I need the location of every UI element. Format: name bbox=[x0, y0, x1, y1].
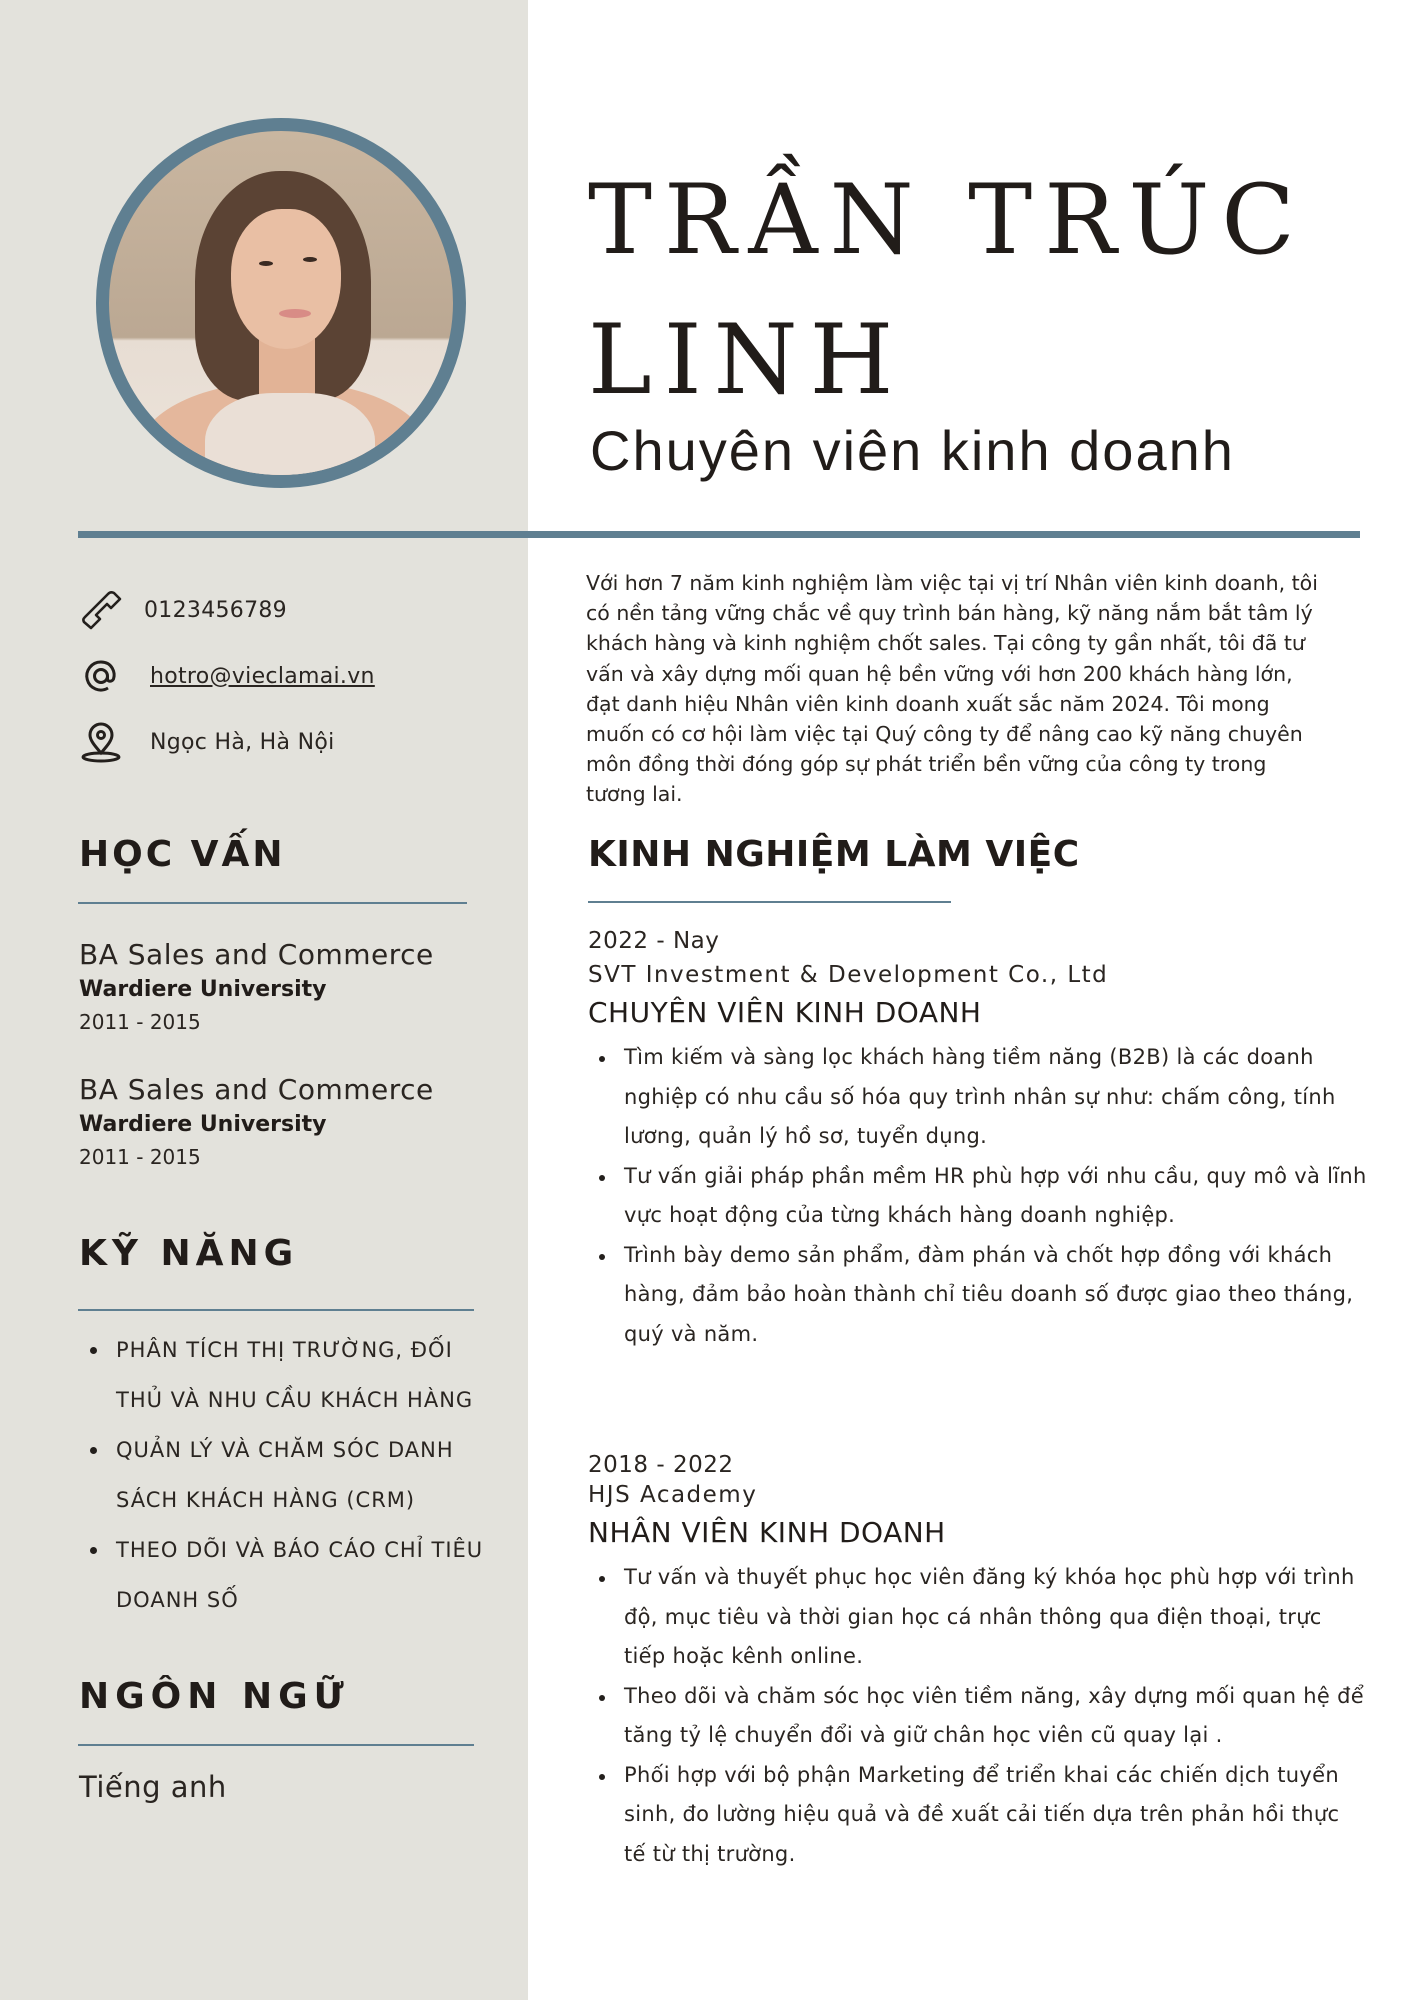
job-bullet: Theo dõi và chăm sóc học viên tiềm năng, xây dựng mối quan hệ để tăng tỷ lệ chuyển đổi và giữ chân học viên cũ quay lại . bbox=[588, 1677, 1368, 1756]
location-text: Ngọc Hà, Hà Nội bbox=[150, 729, 335, 755]
profile-photo bbox=[96, 118, 466, 488]
at-icon bbox=[80, 655, 122, 697]
job-period: 2022 - Nay bbox=[588, 928, 720, 954]
job-bullets bbox=[588, 1558, 1368, 1874]
job-title: CHUYÊN VIÊN KINH DOANH bbox=[588, 996, 982, 1029]
contact-email[interactable] bbox=[80, 655, 375, 697]
languages-heading: NGÔN NGỮ bbox=[79, 1676, 350, 1717]
education-degree: BA Sales and Commerce bbox=[79, 1073, 434, 1106]
education-heading: HỌC VẤN bbox=[79, 834, 286, 875]
skill-item: THEO DÕI VÀ BÁO CÁO CHỈ TIÊU DOANH SỐ bbox=[90, 1525, 490, 1625]
job-bullets bbox=[588, 1038, 1368, 1354]
skills-divider bbox=[78, 1309, 474, 1311]
contact-phone bbox=[80, 589, 287, 631]
job-bullet: Trình bày demo sản phẩm, đàm phán và chốt hợp đồng với khách hàng, đảm bảo hoàn thành chỉ tiêu doanh số được giao theo tháng, quý và năm. bbox=[588, 1236, 1368, 1355]
education-years: 2011 - 2015 bbox=[79, 1010, 201, 1034]
education-years: 2011 - 2015 bbox=[79, 1145, 201, 1169]
map-pin-icon bbox=[80, 721, 122, 763]
phone-number: 0123456789 bbox=[144, 597, 287, 623]
education-degree: BA Sales and Commerce bbox=[79, 938, 434, 971]
job-bullet: Phối hợp với bộ phận Marketing để triển khai các chiến dịch tuyển sinh, đo lường hiệu quả và đề xuất cải tiến dựa trên phản hồi thực tế từ thị trường. bbox=[588, 1756, 1368, 1875]
name-line-2: LINH bbox=[588, 304, 906, 416]
profile-summary: Với hơn 7 năm kinh nghiệm làm việc tại vị trí Nhân viên kinh doanh, tôi có nền tảng vững chắc về quy trình bán hàng, kỹ năng nắm bắt tâm lý khách hàng và kinh nghiệm chốt sales. Tại công ty gần nhất, tôi đã tư vấn và xây dựng mối quan hệ bền vững với hơn 200 khách hàng lớn, đạt danh hiệu Nhân viên kinh doanh xuất sắc năm 2024. Tôi mong muốn có cơ hội làm việc tại Quý công ty để nâng cao kỹ năng chuyên môn đồng thời đóng góp sự phát triển bền vững của công ty trong tương lai. bbox=[586, 571, 1318, 807]
email-link[interactable]: hotro@vieclamai.vn bbox=[150, 663, 375, 689]
languages-divider bbox=[78, 1744, 474, 1746]
contact-location bbox=[80, 721, 335, 763]
phone-icon bbox=[80, 589, 122, 631]
job-bullet: Tư vấn giải pháp phần mềm HR phù hợp với nhu cầu, quy mô và lĩnh vực hoạt động của từng khách hàng doanh nghiệp. bbox=[588, 1157, 1368, 1236]
experience-heading: KINH NGHIỆM LÀM VIỆC bbox=[588, 834, 1080, 875]
job-company: SVT Investment & Development Co., Ltd bbox=[588, 962, 1109, 988]
job-bullet: Tìm kiếm và sàng lọc khách hàng tiềm năng (B2B) là các doanh nghiệp có nhu cầu số hóa quy trình nhân sự như: chấm công, tính lương, quản lý hồ sơ, tuyển dụng. bbox=[588, 1038, 1368, 1157]
candidate-name bbox=[588, 150, 1388, 430]
skills-list bbox=[90, 1325, 490, 1625]
job-entry bbox=[588, 1448, 1368, 1874]
job-role: Chuyên viên kinh doanh bbox=[590, 419, 1235, 482]
job-company: HJS Academy bbox=[588, 1482, 758, 1508]
skill-item: QUẢN LÝ VÀ CHĂM SÓC DANH SÁCH KHÁCH HÀNG (CRM) bbox=[90, 1425, 490, 1525]
name-line-1: TRẦN TRÚC bbox=[588, 164, 1307, 276]
job-title: NHÂN VIÊN KINH DOANH bbox=[588, 1516, 946, 1549]
header-divider bbox=[78, 531, 1360, 538]
job-bullet: Tư vấn và thuyết phục học viên đăng ký khóa học phù hợp với trình độ, mục tiêu và thời gian học cá nhân thông qua điện thoại, trực tiếp hoặc kênh online. bbox=[588, 1558, 1368, 1677]
experience-divider bbox=[588, 901, 951, 903]
skills-heading: KỸ NĂNG bbox=[79, 1233, 299, 1274]
job-period: 2018 - 2022 bbox=[588, 1452, 734, 1478]
skill-item: PHÂN TÍCH THỊ TRƯỜNG, ĐỐI THỦ VÀ NHU CẦU KHÁCH HÀNG bbox=[90, 1325, 490, 1425]
education-school: Wardiere University bbox=[79, 1112, 327, 1137]
language-item: Tiếng anh bbox=[79, 1770, 227, 1804]
education-school: Wardiere University bbox=[79, 977, 327, 1002]
education-divider bbox=[78, 902, 467, 904]
job-entry bbox=[588, 924, 1368, 1354]
